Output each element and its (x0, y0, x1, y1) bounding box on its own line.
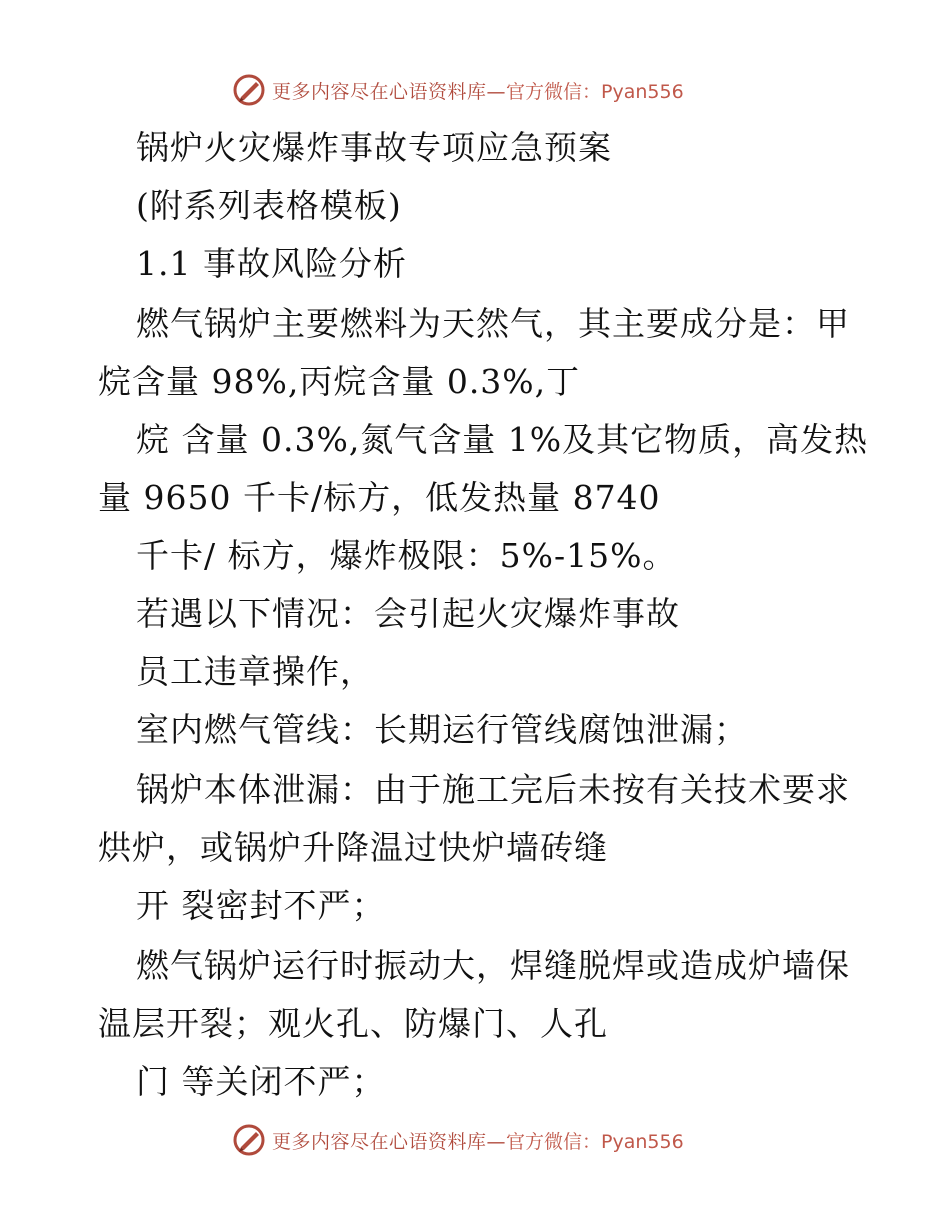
watermark-header (232, 72, 684, 108)
paragraph-line: 烷含量 98%,丙烷含量 0.3%,丁 (98, 362, 581, 401)
section-heading: 1.1 事故风险分析 (136, 244, 407, 283)
paragraph-line: 燃气锅炉运行时振动大，焊缝脱焊或造成炉墙保 (136, 946, 850, 985)
paragraph-line: 开 裂密封不严； (136, 886, 386, 925)
paragraph-line: 千卡/ 标方，爆炸极限：5%-15%。 (136, 536, 677, 575)
paragraph-line: 烘炉，或锅炉升降温过快炉墙砖缝 (98, 828, 608, 867)
watermark-text: 更多内容尽在心语资料库— (272, 1130, 507, 1153)
paragraph-line: 量 9650 千卡/标方，低发热量 8740 (98, 478, 661, 517)
paragraph-line: 燃气锅炉主要燃料为天然气，其主要成分是：甲 (136, 304, 850, 343)
paragraph-line: 若遇以下情况：会引起火灾爆炸事故 (136, 594, 680, 633)
paragraph-line: 门 等关闭不严； (136, 1062, 386, 1101)
paragraph-line: 员工违章操作， (136, 652, 374, 691)
paragraph-line: 烷 含量 0.3%,氮气含量 1%及其它物质，高发热 (136, 420, 869, 459)
document-title: 锅炉火灾爆炸事故专项应急预案 (136, 128, 612, 167)
paragraph-line: 室内燃气管线：长期运行管线腐蚀泄漏； (136, 710, 748, 749)
pen-logo-icon (232, 1123, 266, 1157)
watermark-footer (232, 1122, 684, 1158)
watermark-wechat: 官方微信：Pyan556 (506, 1130, 684, 1153)
watermark-wechat: 官方微信：Pyan556 (506, 80, 684, 103)
paragraph-line: 锅炉本体泄漏：由于施工完后未按有关技术要求 (136, 770, 850, 809)
document-subtitle: (附系列表格模板) (136, 186, 402, 225)
watermark-text: 更多内容尽在心语资料库— (272, 80, 507, 103)
paragraph-line: 温层开裂；观火孔、防爆门、人孔 (98, 1004, 608, 1043)
pen-logo-icon (232, 73, 266, 107)
